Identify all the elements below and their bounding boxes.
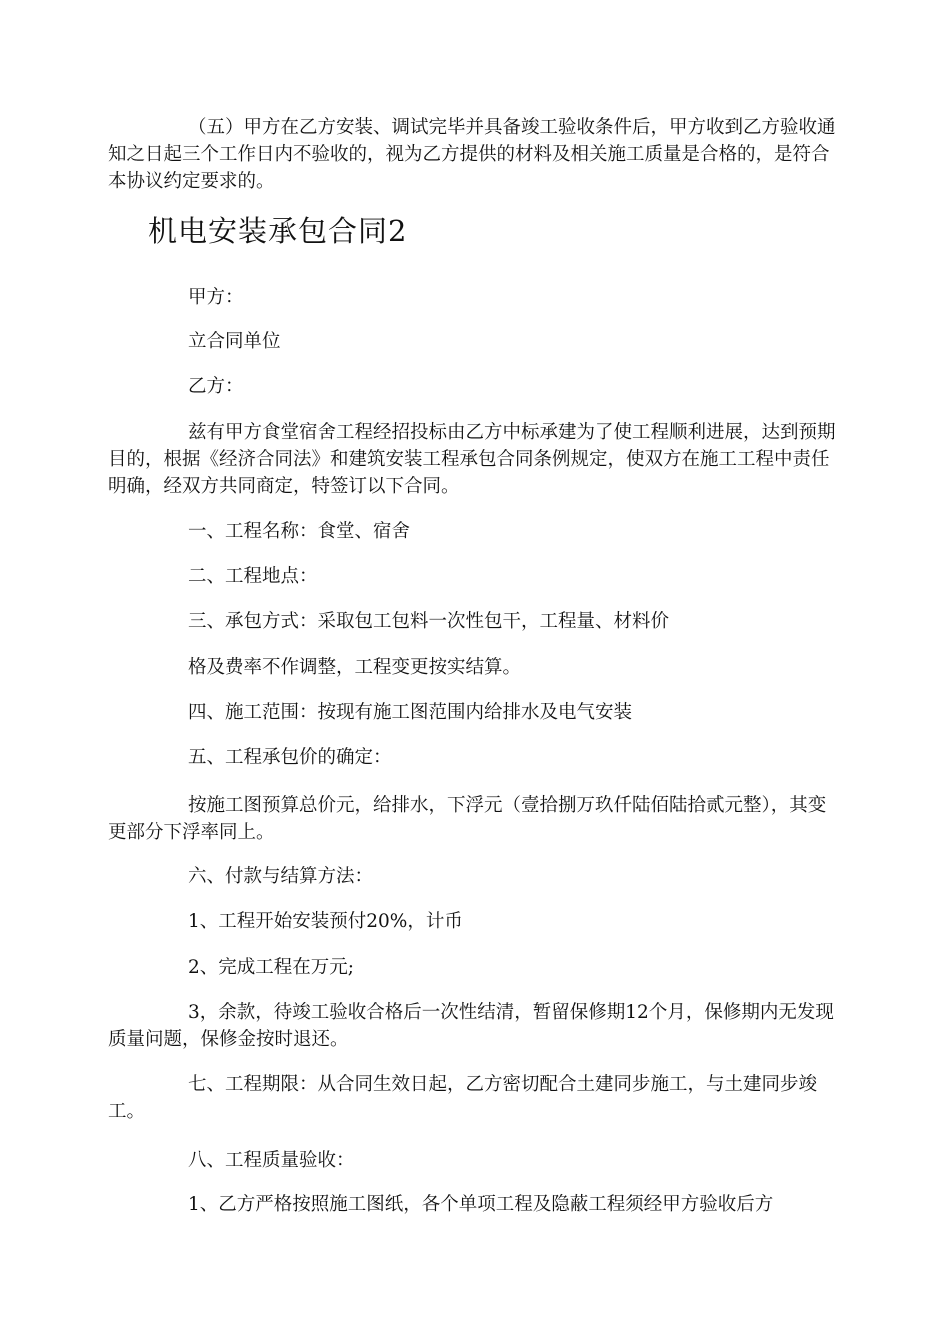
signing-unit-label: 立合同单位: [188, 331, 281, 352]
preamble-paragraph: 兹有甲方食堂宿舍工程经招投标由乙方中标承建为了使工程顺利进展，达到预期目的，根据《经济合同法》和建筑安装工程承包合同条例规定，使双方在施工工程中责任明确，经双方共同商定，特签订以下合同。: [108, 422, 836, 497]
payment-item-3-paragraph: 3，余款，待竣工验收合格后一次性结清，暂留保修期12个月，保修期内无发现质量问题，保修金按时退还。: [108, 1002, 834, 1050]
contract-title: 机电安装承包合同2: [148, 214, 408, 248]
section-3-continuation: 格及费率不作调整，工程变更按实结算。: [188, 657, 522, 678]
section-2-project-location: 二、工程地点：: [188, 566, 318, 587]
party-b-label: 乙方：: [188, 376, 244, 397]
section-1-project-name: 一、工程名称：食堂、宿舍: [188, 521, 411, 542]
section-4-scope: 四、施工范围：按现有施工图范围内给排水及电气安装: [188, 702, 633, 723]
payment-item-1: 1、工程开始安装预付20%，计币: [188, 911, 463, 932]
party-a-label: 甲方：: [188, 287, 244, 308]
section-5-price-heading: 五、工程承包价的确定：: [188, 747, 392, 768]
section-7-period-paragraph: 七、工程期限：从合同生效日起，乙方密切配合土建同步施工，与土建同步竣工。: [108, 1074, 818, 1122]
payment-item-2: 2、完成工程在万元;: [188, 957, 355, 978]
section-3-contract-method: 三、承包方式：采取包工包料一次性包干，工程量、材料价: [188, 611, 670, 632]
intro-paragraph: （五）甲方在乙方安装、调试完毕并具备竣工验收条件后，甲方收到乙方验收通知之日起三个工作日内不验收的，视为乙方提供的材料及相关施工质量是合格的，是符合本协议约定要求的。: [108, 117, 836, 192]
section-8-quality-heading: 八、工程质量验收：: [188, 1150, 355, 1171]
section-6-payment-heading: 六、付款与结算方法：: [188, 866, 374, 887]
quality-item-1: 1、乙方严格按照施工图纸，各个单项工程及隐蔽工程须经甲方验收后方: [188, 1194, 774, 1215]
price-paragraph: 按施工图预算总价元，给排水，下浮元（壹拾捌万玖仟陆佰陆拾贰元整），其变更部分下浮率同上。: [108, 795, 827, 843]
